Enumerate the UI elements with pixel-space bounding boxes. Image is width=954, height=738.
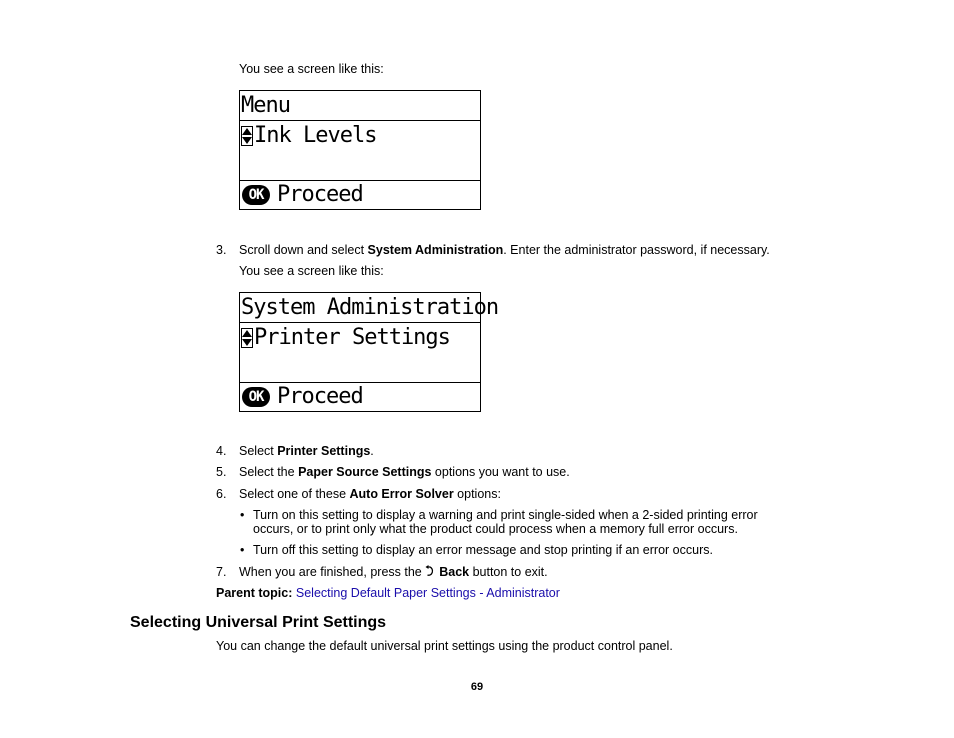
up-down-arrows-icon	[241, 328, 253, 348]
lcd-selected-item: Printer Settings	[254, 325, 450, 350]
bullet-item-line: Turn on this setting to display a warning and print single-sided when a 2-sided printing error	[253, 508, 758, 522]
intro-text: You see a screen like this:	[239, 264, 384, 278]
page-number: 69	[470, 681, 484, 693]
parent-topic	[216, 586, 560, 600]
step-6-text: Select one of these Auto Error Solver options:	[239, 487, 501, 501]
step-7-text: When you are finished, press the Back button to exit.	[239, 565, 548, 579]
lcd-title: Menu	[241, 93, 290, 118]
step-3-text: Scroll down and select System Administration. Enter the administrator password, if necessary.	[239, 243, 770, 257]
parent-topic-label: Parent topic:	[216, 586, 293, 600]
section-heading: Selecting Universal Print Settings	[130, 614, 387, 631]
step-number: 3.	[216, 243, 227, 257]
lcd-title: System Administration	[241, 295, 499, 320]
up-down-arrows-icon	[241, 126, 253, 146]
bullet-item-line: occurs, or to print only what the product could process when a memory full error occurs.	[253, 522, 738, 536]
ok-button-icon: OK	[242, 185, 270, 205]
lcd-action: Proceed	[277, 384, 363, 409]
lcd-footer	[240, 180, 480, 210]
step-number: 7.	[216, 565, 227, 579]
section-body: You can change the default universal print settings using the product control panel.	[216, 639, 673, 653]
parent-topic-link[interactable]: Selecting Default Paper Settings - Administrator	[295, 586, 560, 600]
intro-text: You see a screen like this:	[239, 62, 384, 76]
lcd-screen-system-administration	[239, 292, 499, 412]
bullet-glyph: •	[240, 508, 245, 522]
lcd-action: Proceed	[277, 182, 363, 207]
lcd-body	[240, 121, 480, 180]
step-number: 4.	[216, 444, 227, 458]
lcd-footer	[240, 382, 480, 412]
bullet-glyph: •	[240, 543, 245, 557]
step-number: 6.	[216, 487, 227, 501]
ok-button-icon: OK	[242, 387, 270, 407]
step-number: 5.	[216, 465, 227, 479]
back-arrow-icon	[425, 565, 434, 577]
step-5-text: Select the Paper Source Settings options you want to use.	[239, 465, 570, 479]
lcd-selected-item: Ink Levels	[254, 123, 377, 148]
lcd-header	[240, 91, 480, 121]
lcd-screen-menu	[239, 90, 481, 210]
bullet-item-line: Turn off this setting to display an error message and stop printing if an error occurs.	[253, 543, 713, 557]
lcd-body	[240, 323, 480, 382]
step-4-text: Select Printer Settings.	[239, 444, 374, 458]
lcd-header	[240, 293, 499, 323]
